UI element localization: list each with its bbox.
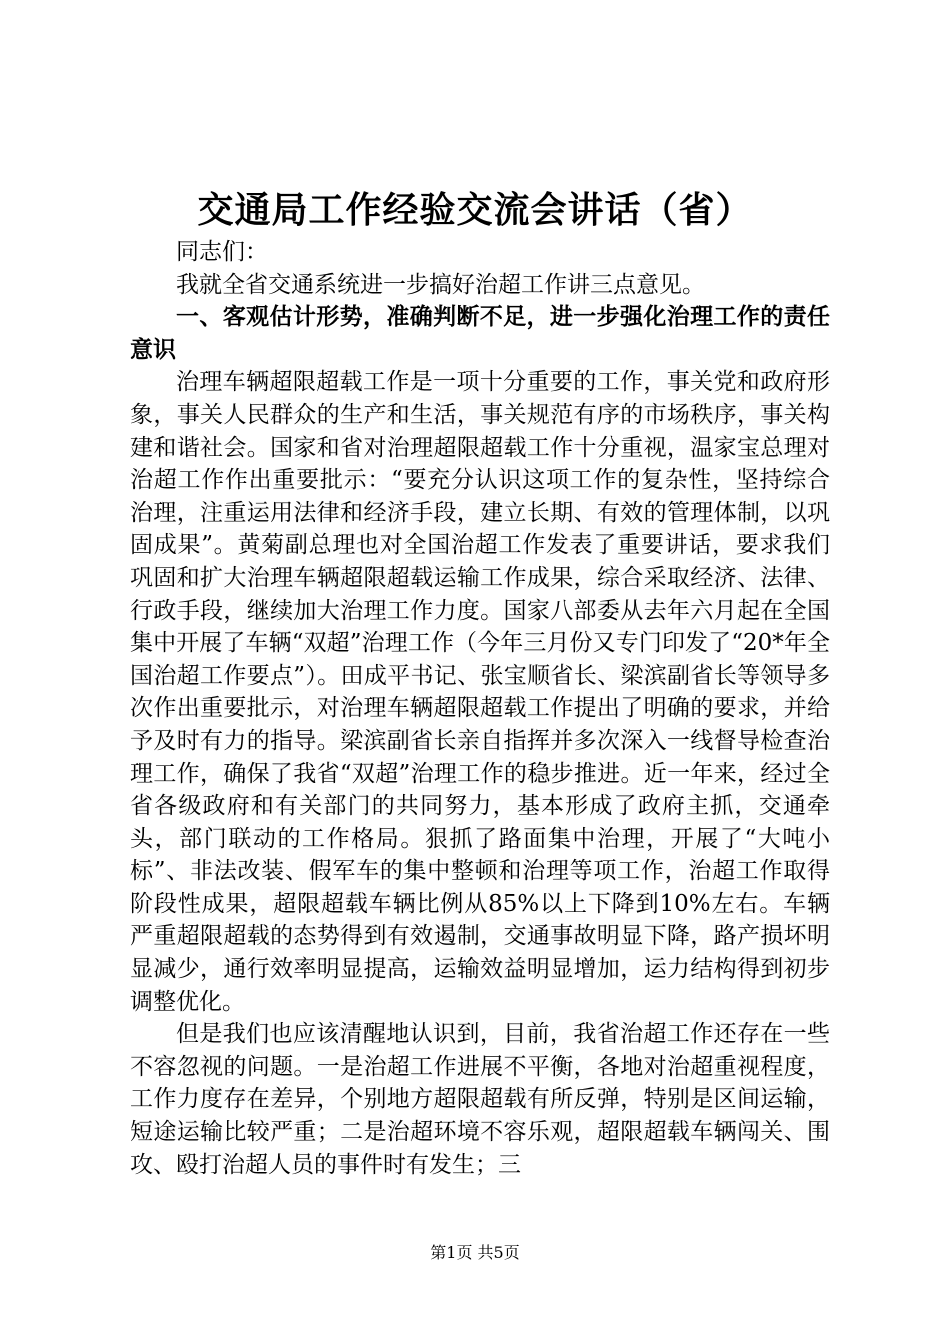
body-paragraph: 但是我们也应该清醒地认识到，目前，我省治超工作还存在一些不容忽视的问题。一是治超工作进展不平衡，各地对治超重视程度，工作力度存在差异，个别地方超限超载有所反弹，特别是区间运输，短途运输比较严重；二是治超环境不容乐观，超限超载车辆闯关、围攻、殴打治超人员的事件时有发生；三 [130,1021,830,1178]
document-title: 交通局工作经验交流会讲话（省） [197,189,753,231]
page-footer: 第1页 共5页 [430,1243,520,1262]
intro-paragraph: 我就全省交通系统进一步搞好治超工作讲三点意见。 [176,271,705,298]
body-paragraph: 治理车辆超限超载工作是一项十分重要的工作，事关党和政府形象，事关人民群众的生产和生活，事关规范有序的市场秩序，事关构建和谐社会。国家和省对治理超限超载工作十分重视，温家宝总理对治超工作作出重要批示：“要充分认识这项工作的复杂性，坚持综合治理，注重运用法律和经济手段，建立长期、有效的管理体制，以巩固成果”。黄菊副总理也对全国治超工作发表了重要讲话，要求我们巩固和扩大治理车辆超限超载运输工作成果，综合采取经济、法律、行政手段，继续加大治理工作力度。国家八部委从去年六月起在全国集中开展了车辆“双超”治理工作（今年三月份又专门印发了“20*年全国治超工作要点”）。田成平书记、张宝顺省长、梁滨副省长等领导多次作出重要批示，对治理车辆超限超载工作提出了明确的要求，并给予及时有力的指导。梁滨副省长亲自指挥并多次深入一线督导检查治理工作，确保了我省“双超”治理工作的稳步推进。近一年来，经过全省各级政府和有关部门的共同努力，基本形成了政府主抓，交通牵头，部门联动的工作格局。狠抓了路面集中治理，开展了“大吨小标”、非法改装、假军车的集中整顿和治理等项工作，治超工作取得阶段性成果，超限超载车辆比例从85%以上下降到10%左右。车辆严重超限超载的态势得到有效遏制，交通事故明显下降，路产损坏明显减少，通行效率明显提高，运输效益明显增加，运力结构得到初步调整优化。 [130,369,830,1015]
section-heading: 一、客观估计形势，准确判断不足，进一步强化治理工作的责任意识 [130,304,830,363]
document-body [130,236,830,1181]
greeting: 同志们： [176,239,268,265]
